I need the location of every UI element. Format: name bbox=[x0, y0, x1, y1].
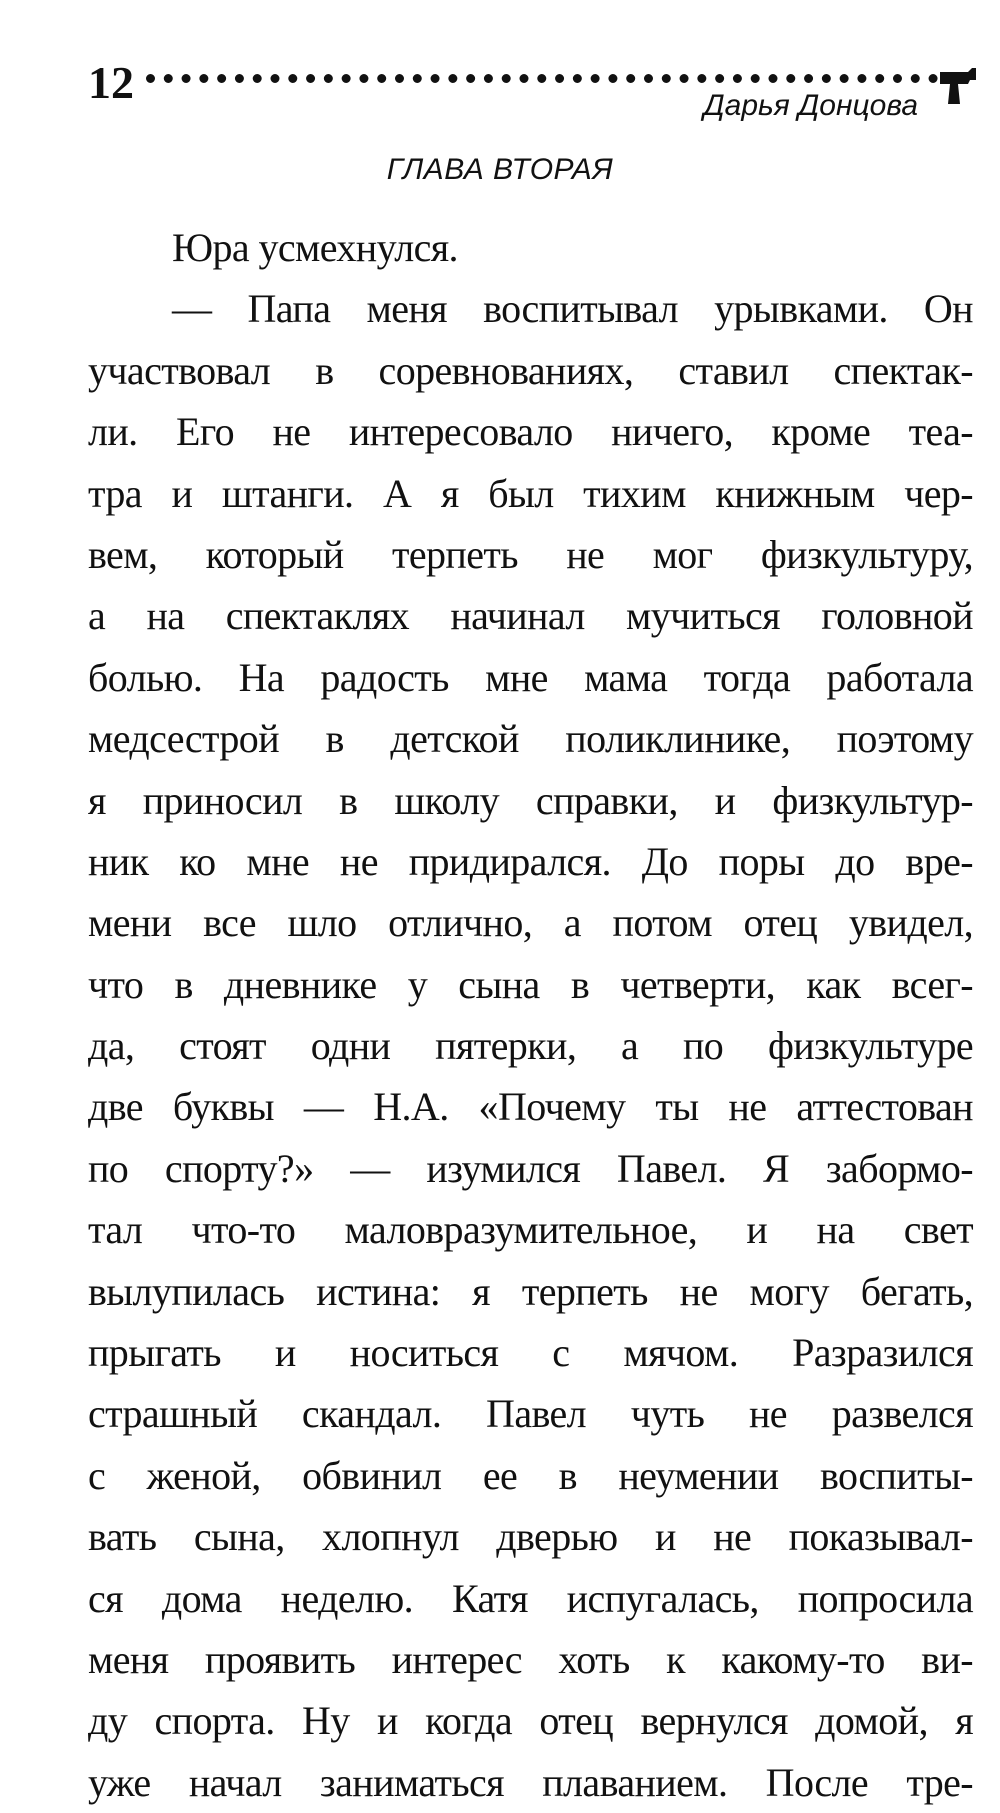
text-line: ли. Его не интересовало ничего, кроме теа- bbox=[88, 409, 973, 455]
text-line: страшный скандал. Павел чуть не развелся bbox=[88, 1391, 973, 1437]
text-line: вылупилась истина: я терпеть не могу бегать, bbox=[88, 1268, 973, 1314]
text-line: прыгать и носиться с мячом. Разразился bbox=[88, 1330, 973, 1376]
text-line: я приносил в школу справки, и физкультур- bbox=[88, 777, 973, 823]
text-line: медсестрой в детской поликлинике, поэтому bbox=[88, 716, 973, 762]
dot-leader bbox=[146, 74, 938, 83]
text-line: с женой, обвинил ее в неумении воспиты- bbox=[88, 1452, 973, 1498]
text-line: по спорту?» — изумился Павел. Я забормо- bbox=[88, 1145, 973, 1191]
text-line: мени все шло отлично, а потом отец увидел, bbox=[88, 900, 973, 946]
text-line: меня проявить интерес хоть к какому-то ви- bbox=[88, 1636, 973, 1682]
text-line: да, стоят одни пятерки, а по физкультуре bbox=[88, 1023, 973, 1069]
text-line: уже начал заниматься плаванием. После тре- bbox=[88, 1759, 973, 1805]
text-line: что в дневнике у сына в четверти, как всег- bbox=[88, 961, 973, 1007]
text-line: — Папа меня воспитывал урывками. Он bbox=[172, 286, 973, 332]
text-line: две буквы — Н.А. «Почему ты не аттестован bbox=[88, 1084, 973, 1130]
gun-icon bbox=[938, 66, 978, 106]
text-line: а на спектаклях начинал мучиться головной bbox=[88, 593, 973, 639]
text-line: ник ко мне не придирался. До поры до вре- bbox=[88, 838, 973, 884]
page-number: 12 bbox=[88, 57, 134, 108]
body-text bbox=[88, 217, 973, 1813]
page-header bbox=[88, 58, 978, 128]
text-line: участвовал в соревнованиях, ставил спектак- bbox=[88, 347, 973, 393]
text-line: ду спорта. Ну и когда отец вернулся домой, я bbox=[88, 1698, 973, 1744]
text-line: Юра усмехнулся. bbox=[172, 225, 458, 270]
text-line: болью. На радость мне мама тогда работала bbox=[88, 654, 973, 700]
text-line: тра и штанги. А я был тихим книжным чер- bbox=[88, 470, 973, 516]
chapter-heading: ГЛАВА ВТОРАЯ bbox=[386, 153, 614, 186]
running-head: Дарья Донцова bbox=[703, 89, 918, 122]
text-line: вем, который терпеть не мог физкультуру, bbox=[88, 531, 973, 577]
text-line: тал что-то маловразумительное, и на свет bbox=[88, 1207, 973, 1253]
text-line: вать сына, хлопнул дверью и не показывал- bbox=[88, 1514, 973, 1560]
text-line: ся дома неделю. Катя испугалась, попросила bbox=[88, 1575, 973, 1621]
